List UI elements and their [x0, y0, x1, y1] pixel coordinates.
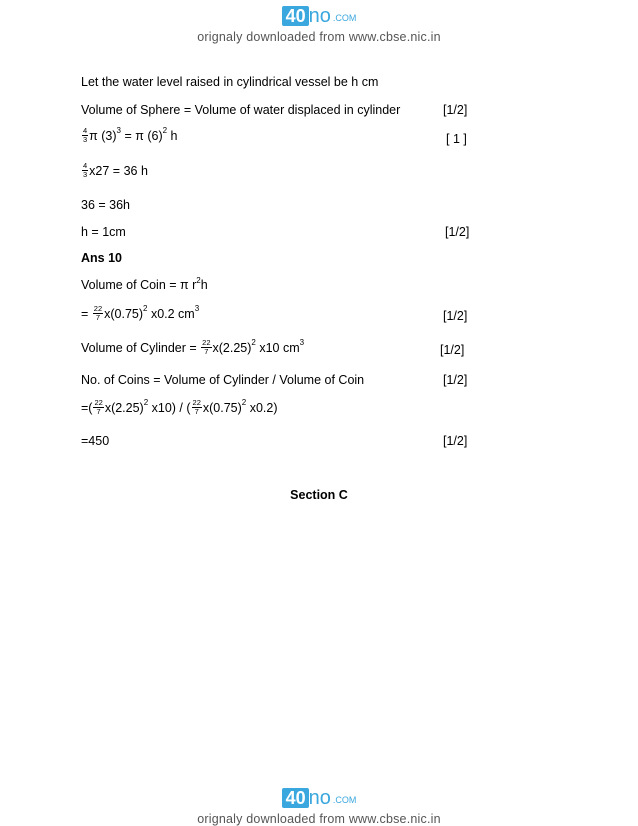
footer-logo-number: 40: [282, 788, 309, 808]
line-water-level: Let the water level raised in cylindrical vessel be h cm: [81, 75, 379, 89]
line-number-of-coins: No. of Coins = Volume of Cylinder / Volume of Coin: [81, 373, 365, 387]
mark-h-result: [1/2]: [445, 225, 470, 239]
mark-coin-calc: [1/2]: [443, 309, 468, 323]
footer-logo-domain: .COM: [332, 795, 357, 805]
line-final-answer: =450: [81, 434, 110, 448]
header-tagline: orignaly downloaded from www.cbse.nic.in: [197, 30, 441, 44]
footer-tagline: orignaly downloaded from www.cbse.nic.in: [197, 812, 441, 826]
fraction-4-3: $\frac{4}{3}$: [83, 126, 88, 144]
section-title: Section C: [290, 488, 348, 502]
line-volume-coin: Volume of Coin = π $r^2h$: [81, 276, 208, 292]
line-coin-calc: = $\frac{22}{7}$ $x(0.75)^2$ x0.2 $cm^3$: [81, 304, 200, 322]
mark-volume-sphere: [1/2]: [443, 103, 468, 117]
header-logo-block: [0, 4, 638, 44]
line-volume-cylinder: Volume of Cylinder = $\frac{22}{7}$ $x(2.25)^2$ x10 $cm^3$: [81, 338, 305, 356]
mark-final-answer: [1/2]: [443, 434, 468, 448]
logo-number: 40: [282, 6, 309, 26]
logo-text: no: [308, 5, 331, 27]
mark-volume-cylinder: [1/2]: [440, 343, 465, 357]
mark-number-of-coins: [1/2]: [443, 373, 468, 387]
fraction-22-7: $\frac{22}{7}$: [94, 398, 103, 416]
fraction-4-3: $\frac{4}{3}$: [83, 161, 88, 179]
site-logo: [282, 4, 357, 26]
fraction-22-7: $\frac{22}{7}$: [202, 338, 211, 356]
line-h-result: h = 1cm: [81, 225, 126, 239]
line-equation-3: 36 = 36h: [81, 198, 131, 212]
fraction-22-7: $\frac{22}{7}$: [192, 398, 201, 416]
mark-equation-1: [ 1 ]: [446, 132, 467, 146]
footer-logo-text: no: [308, 787, 331, 809]
answer-heading: Ans 10: [81, 251, 122, 265]
footer-site-logo: [282, 786, 357, 808]
line-coins-calc: =( $\frac{22}{7}$ $x(2.25)^2$ x10) / ( $\frac{22}{7}$ $x(0.75)^2$ x0.2): [81, 398, 278, 416]
footer-logo-block: [0, 786, 638, 826]
fraction-22-7: $\frac{22}{7}$: [93, 304, 103, 322]
line-volume-sphere: Volume of Sphere = Volume of water displaced in cylinder: [81, 103, 401, 117]
line-equation-1: $\frac{4}{3}$ π $(3)^3 = \pi$ $(6)^2$ h: [83, 126, 178, 144]
logo-domain: .COM: [332, 13, 357, 23]
line-equation-2: $\frac{4}{3}$ x27 = 36 h: [83, 161, 148, 179]
